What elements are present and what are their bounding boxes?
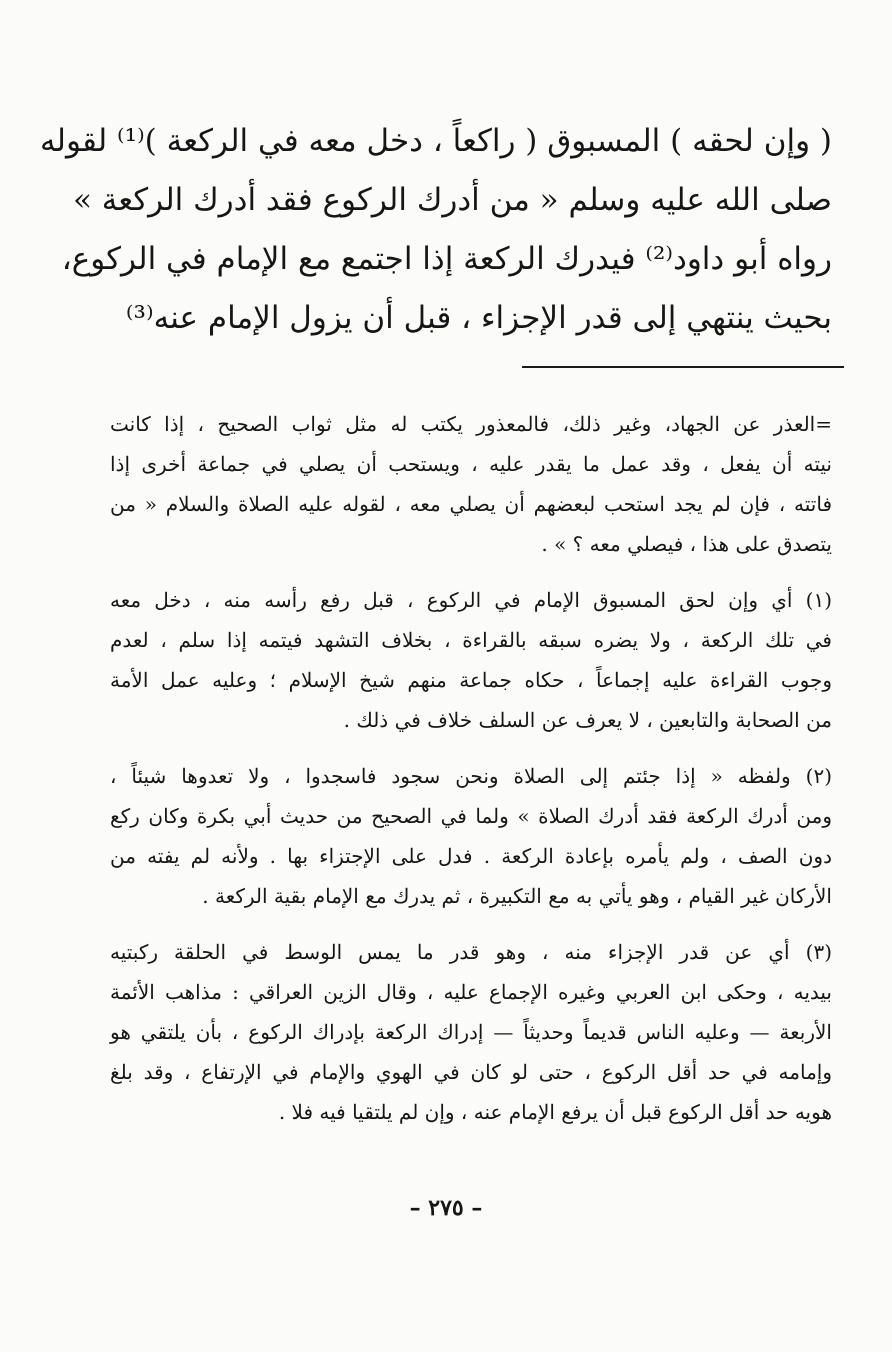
footnote-line: في تلك الركعة ، ولا يضره سبقه بالقراءة ، بخلاف التشهد فيتمه إذا سلم ، لعدم [110, 628, 832, 652]
footnote-line: هويه حد أقل الركوع قبل أن يرفع الإمام عنه ، وإن لم يلتقيا فيه فلا . [278, 1100, 832, 1124]
footnote-line: وجوب القراءة عليه إجماعاً ، حكاه جماعة منهم شيخ الإسلام ؛ وعليه عمل الأمة [110, 668, 832, 692]
footnote-2 [110, 756, 832, 916]
footnote-line: (٣) أي عن قدر الإجزاء منه ، وهو قدر ما يمس الوسط في الحلقة ركبتيه [110, 940, 832, 964]
footnotes [110, 404, 832, 1148]
footnote-line: من الصحابة والتابعين ، لا يعرف عن السلف خلاف في ذلك . [343, 708, 832, 732]
footnote-separator [522, 366, 844, 368]
footnote-3 [110, 932, 832, 1132]
footnote-line: =العذر عن الجهاد، وغير ذلك، فالمعذور يكتب له مثل ثواب الصحيح ، إذا كانت [110, 412, 832, 436]
footnote-1 [110, 580, 832, 740]
footnote-continuation [110, 404, 832, 564]
main-text-line: صلى الله عليه وسلم « من أدرك الركوع فقد أدرك الركعة » [72, 182, 832, 218]
footnote-line: الأربعة — وعليه الناس قديماً وحديثاً — إدراك الركعة بإدراك الركوع ، بأن يلتقي هو [110, 1020, 832, 1044]
main-text-line: ( وإن لحقه ) المسبوق ( راكعاً ، دخل معه في الركعة )⁽¹⁾ لقوله [39, 123, 832, 159]
footnote-line: دون الصف ، ولم يأمره بإعادة الركعة . فدل على الإجتزاء بها . ولأنه لم يفته من [110, 844, 832, 868]
footnote-line: نيته أن يفعل ، وقد عمل ما يقدر عليه ، ويستحب أن يصلي في جماعة أخرى إذا [110, 452, 832, 476]
page-number: – ٢٧٥ – [409, 1195, 483, 1221]
footnote-line: يتصدق على هذا ، فيصلي معه ؟ » . [541, 532, 832, 556]
main-text-line: رواه أبو داود⁽²⁾ فيدرك الركعة إذا اجتمع مع الإمام في الركوع، [61, 241, 832, 277]
main-text [39, 112, 832, 348]
main-text-line: بحيث ينتهي إلى قدر الإجزاء ، قبل أن يزول الإمام عنه⁽³⁾ [125, 300, 832, 336]
footnote-line: وإمامه في حد أقل الركوع ، حتى لو كان في الهوي والإمام في الإرتفاع ، وقد بلغ [110, 1060, 832, 1084]
footnote-line: الأركان غير القيام ، وهو يأتي به مع التكبيرة ، ثم يدرك مع الإمام بقية الركعة . [202, 884, 832, 908]
footnote-line: فاتته ، فإن لم يجد استحب لبعضهم أن يصلي معه ، لقوله عليه الصلاة والسلام « من [110, 492, 832, 516]
footnote-line: (٢) ولفظه « إذا جئتم إلى الصلاة ونحن سجود فاسجدوا ، ولا تعدوها شيئاً ، [110, 764, 832, 788]
footnote-line: بيديه ، وحكى ابن العربي وغيره الإجماع عليه ، وقال الزين العراقي : مذاهب الأئمة [110, 980, 832, 1004]
footnote-line: ومن أدرك الركعة فقد أدرك الصلاة » ولما في الصحيح من حديث أبي بكرة وكان ركع [110, 804, 832, 828]
footnote-line: (١) أي وإن لحق المسبوق الإمام في الركوع ، قبل رفع رأسه منه ، دخل معه [110, 588, 832, 612]
